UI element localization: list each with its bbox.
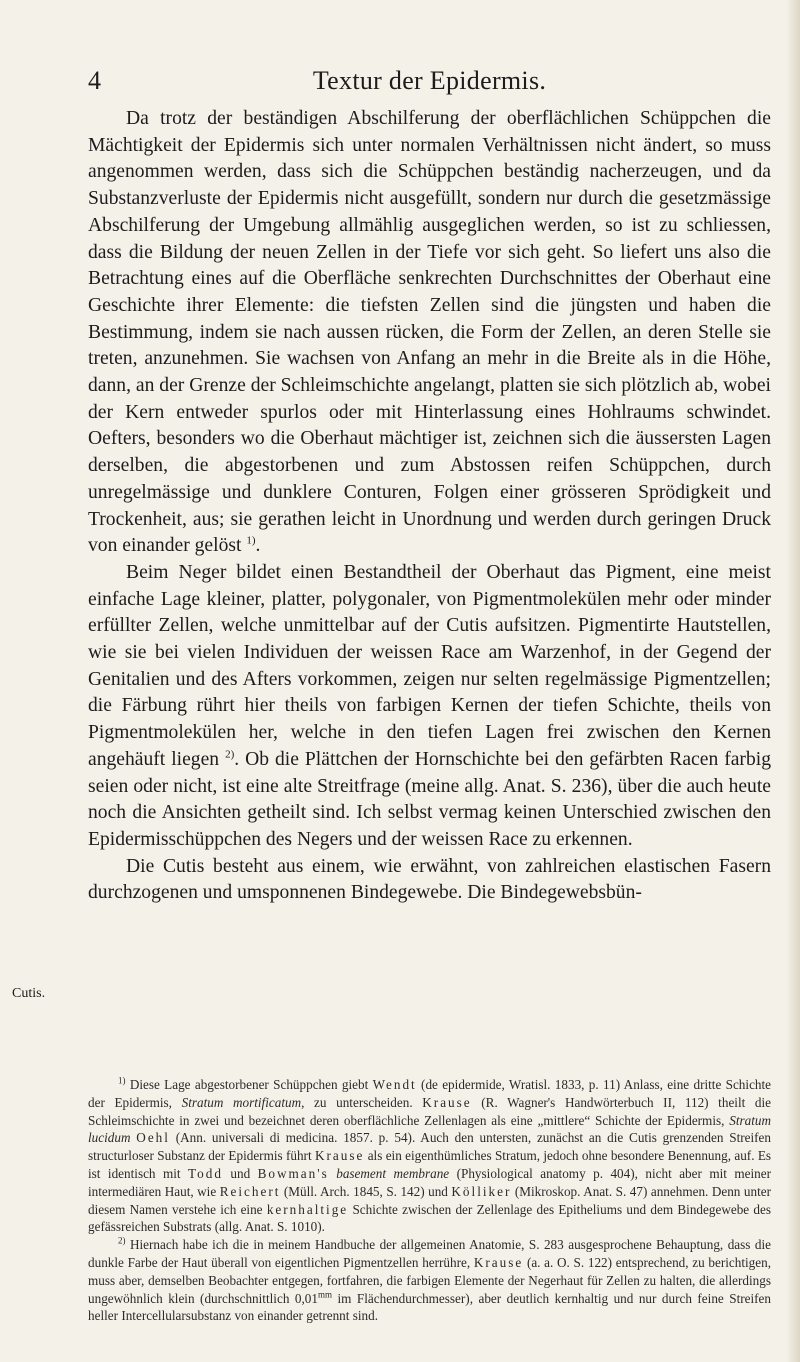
footnote-ref-2: 2) — [225, 748, 235, 761]
footnote-ref-1: 1) — [246, 534, 256, 547]
footnotes — [88, 1076, 771, 1325]
footnote-2: $^{2)}$ Hiernach habe ich die in meinem Handbuche der allgemeinen Anatomie, S. 283 ausgesprochene Behauptung, dass die dunkle Farbe der Haut überall von eigentlichen Pigmentzellen herrühre, Krause (a. a. O. S. 122) entsprechend, zu berichtigen, muss aber, demselben Beobachter entgegen, fortfahren, die farbigen Elemente der Negerhaut für Zellen zu halten, die allerdings ungewöhnlich klein (durchschnittlich $0,01^{mm}$ im Flächendurchmesser), aber deutlich kernhaltig und nur durch feine Streifen heller Intercellularsubstanz von einander getrennt sind. — [88, 1235, 772, 1324]
page-edge-shadow — [786, 0, 800, 1362]
margin-note-cutis: Cutis. — [12, 986, 46, 1001]
page-number: 4 — [88, 66, 101, 95]
body-text — [88, 106, 771, 907]
paragraph-cutis: Die Cutis besteht aus einem, wie erwähnt, von zahlreichen elastischen Fasern durchzogenen und umsponnenen Bindegewebe. Die Bindegewebsbün- — [88, 855, 771, 904]
footnote-1: $^{1)}$ Diese Lage abgestorbener Schüppchen giebt Wendt (de epidermide, Wratisl. 1833, p. 11) Anlass, eine dritte Schichte der Epidermis, Stratum mortificatum, zu unterscheiden. Krause (R. Wagner's Handwörterbuch II, 112) theilt die Schleimschichte in zwei und bezeichnet deren oberflächliche Zellenlagen als eine „mittlere“ Schichte der Epidermis, Stratum lucidum Oehl (Ann. universali di medicina. 1857. p. 54). Auch den untersten, zunächst an die Cutis grenzenden Streifen structurloser Substanz der Epidermis führt Krause als ein eigenthümliches Stratum, jedoch ohne besondere Benennung, auf. Es ist identisch mit Todd und Bowman's basement membrane (Physiological anatomy p. 404), nicht aber mit meiner intermediären Haut, wie Reichert (Müll. Arch. 1845, S. 142) und Kölliker (Mikroskop. Anat. S. 47) annehmen. Denn unter diesem Namen verstehe ich eine kernhaltige Schichte zwischen der Zellenlage des Epitheliums und dem Bindegewebe des gefässreichen Substrats (allg. Anat. S. 1010). — [88, 1075, 772, 1235]
paragraph-pigment: Beim Neger bildet einen Bestandtheil der Oberhaut das Pigment, eine meist einfache Lage kleiner, platter, polygonaler, von Pigmentmolekülen mehr oder minder erfüllter Zellen, welche unmittelbar auf der Cutis aufsitzen. Pigmentirte Hautstellen, wie sie bei vielen Individuen der weissen Race am Warzenhof, in der Gegend der Genitalien und des Afters vorkommen, zeigen nur selten regelmässige Pigmentzellen; die Färbung rührt hier theils von farbigen Kernen der tiefen Schichte, theils von Pigmentmolekülen her, welche in den tiefen Lagen frei zwischen den Kernen angehäuft liegen $^{2)}$. Ob die Plättchen der Hornschichte bei den gefärbten Racen farbig seien oder nicht, ist eine alte Streitfrage (meine allg. Anat. S. 236), über die auch heute noch die Ansichten getheilt sind. Ich selbst vermag keinen Unterschied zwischen den Epidermisschüppchen des Negers und der weissen Race zu erkennen. — [88, 561, 771, 850]
page-header — [88, 66, 771, 96]
paragraph-epidermis-regeneration: Da trotz der beständigen Abschilferung der oberflächlichen Schüppchen die Mächtigkeit der Epidermis sich unter normalen Verhältnissen nicht ändert, so muss angenommen werden, dass sich die Schüppchen beständig nacherzeugen, und da Substanzverluste der Epidermis nicht ausgefüllt, sondern nur durch die gesetzmässige Abschilferung der Umgebung allmählig ausgeglichen werden, so ist zu schliessen, dass die Bildung der neuen Zellen in der Tiefe vor sich geht. So liefert uns also die Betrachtung eines auf die Oberfläche senkrechten Durchschnittes der Oberhaut eine Geschichte ihrer Elemente: die tiefsten Zellen sind die jüngsten und haben die Bestimmung, indem sie nach aussen rücken, die Form der Zellen, an deren Stelle sie treten, anzunehmen. Sie wachsen von Anfang an mehr in die Breite als in die Höhe, dann, an der Grenze der Schleimschichte angelangt, platten sie sich plötzlich ab, wobei der Kern entweder spurlos oder mit Hinterlassung eines Hohlraums schwindet. Oefters, besonders wo die Oberhaut mächtiger ist, zeichnen sich die äussersten Lagen derselben, die abgestorbenen und zum Abstossen reifen Schüppchen, durch unregelmässige und dunklere Conturen, Folgen einer grösseren Sprödigkeit und Trockenheit, aus; sie gerathen leicht in Unordnung und werden durch geringen Druck von einander gelöst $^{1)}$. — [88, 108, 771, 557]
running-title: Textur der Epidermis. — [312, 66, 547, 95]
